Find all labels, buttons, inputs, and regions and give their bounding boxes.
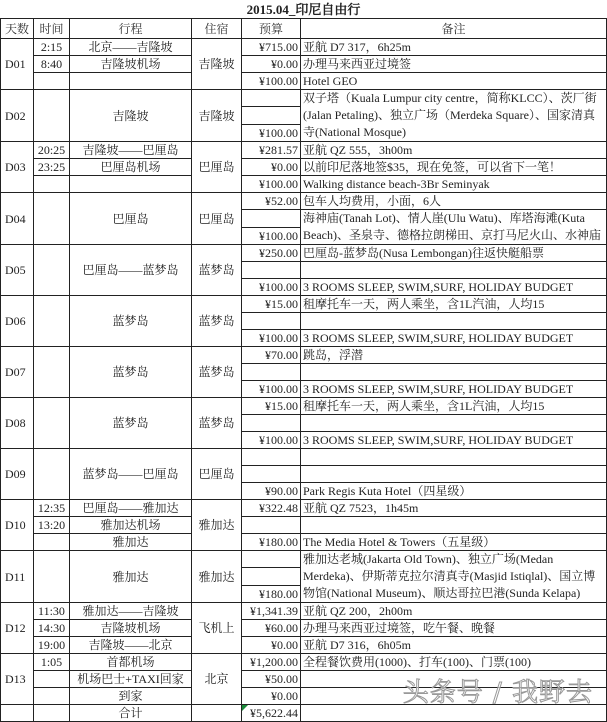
budget-cell[interactable]: ¥0.00 (242, 637, 301, 654)
day-cell[interactable]: D05 (1, 245, 34, 296)
budget-cell[interactable]: ¥15.00 (242, 398, 301, 415)
day-cell[interactable]: D06 (1, 296, 34, 347)
time-cell[interactable]: 2:15 (34, 39, 70, 56)
budget-cell[interactable]: ¥180.00 (242, 534, 301, 551)
time-cell[interactable] (34, 705, 70, 722)
budget-cell[interactable]: ¥50.00 (242, 671, 301, 688)
route-cell[interactable]: 蓝梦岛 (70, 398, 192, 449)
notes-cell[interactable] (301, 517, 607, 534)
lodging-cell[interactable]: 飞机上 (192, 603, 242, 654)
budget-cell[interactable] (242, 466, 301, 483)
route-cell[interactable]: 吉隆坡——巴厘岛 (70, 142, 192, 159)
budget-cell[interactable]: ¥180.00 (242, 585, 301, 602)
time-cell[interactable] (34, 398, 70, 449)
route-cell[interactable]: 雅加达 (70, 534, 192, 551)
header-day[interactable]: 天数 (1, 19, 34, 39)
lodging-cell[interactable]: 北京 (192, 654, 242, 705)
time-cell[interactable] (34, 551, 70, 603)
budget-cell[interactable] (242, 517, 301, 534)
lodging-cell[interactable]: 吉隆坡 (192, 90, 242, 142)
budget-cell[interactable]: ¥0.00 (242, 159, 301, 176)
budget-cell[interactable] (242, 551, 301, 568)
header-route[interactable]: 行程 (70, 19, 192, 39)
route-cell[interactable]: 巴厘岛机场 (70, 159, 192, 176)
route-cell[interactable]: 巴厘岛——蓝梦岛 (70, 245, 192, 296)
notes-cell[interactable]: 亚航 D7 317，6h25m (301, 39, 607, 56)
lodging-cell[interactable]: 巴厘岛 (192, 449, 242, 500)
budget-cell[interactable]: ¥100.00 (242, 432, 301, 449)
table-row (1, 90, 607, 107)
time-cell[interactable] (34, 296, 70, 347)
budget-cell[interactable]: ¥0.00 (242, 688, 301, 705)
budget-cell[interactable]: ¥100.00 (242, 227, 301, 245)
route-cell[interactable]: 吉隆坡机场 (70, 56, 192, 73)
notes-cell[interactable]: 3 ROOMS SLEEP, SWIM,SURF, HOLIDAY BUDGET (301, 330, 607, 347)
time-cell[interactable] (34, 73, 70, 90)
table-row (1, 176, 607, 193)
itinerary-table (0, 18, 607, 722)
time-cell[interactable] (34, 193, 70, 245)
notes-cell[interactable]: 租摩托车一天，两人乘坐，含1L汽油，人均15 (301, 296, 607, 313)
route-cell[interactable]: 吉隆坡 (70, 90, 192, 142)
budget-cell[interactable] (242, 568, 301, 585)
time-cell[interactable] (34, 534, 70, 551)
table-row (1, 142, 607, 159)
day-cell[interactable]: D01 (1, 39, 34, 90)
route-cell[interactable]: 北京——吉隆坡 (70, 39, 192, 56)
time-cell[interactable] (34, 688, 70, 705)
notes-cell[interactable]: 3 ROOMS SLEEP, SWIM,SURF, HOLIDAY BUDGET (301, 432, 607, 449)
budget-cell[interactable] (242, 313, 301, 330)
table-row (1, 517, 607, 534)
table-row (1, 603, 607, 620)
notes-cell[interactable] (301, 466, 607, 483)
day-cell[interactable]: D10 (1, 500, 34, 551)
table-row (1, 296, 607, 313)
day-cell[interactable]: D02 (1, 90, 34, 142)
notes-cell[interactable]: 海神庙(Tanah Lot)、情人崖(Ulu Watu)、库塔海滩(Kuta Beach)、圣泉寺、德格拉朗梯田、京打马尼火山、水神庙 (301, 210, 607, 245)
budget-cell[interactable] (242, 210, 301, 228)
total-label[interactable]: 合计 (70, 705, 192, 722)
notes-cell[interactable]: Hotel GEO (301, 73, 607, 90)
notes-cell[interactable]: 租摩托车一天，两人乘坐，含1L汽油，人均15 (301, 398, 607, 415)
budget-cell[interactable] (242, 415, 301, 432)
table-row (1, 73, 607, 90)
budget-cell[interactable] (242, 262, 301, 279)
time-cell[interactable]: 20:25 (34, 142, 70, 159)
header-notes[interactable]: 备注 (301, 19, 607, 39)
budget-cell[interactable]: ¥0.00 (242, 56, 301, 73)
notes-cell[interactable] (301, 449, 607, 466)
notes-cell[interactable]: Park Regis Kuta Hotel（四星级） (301, 483, 607, 500)
table-row (1, 398, 607, 415)
route-cell[interactable]: 吉隆坡机场 (70, 620, 192, 637)
budget-cell[interactable]: ¥100.00 (242, 381, 301, 398)
time-cell[interactable]: 11:30 (34, 603, 70, 620)
budget-cell[interactable] (242, 90, 301, 107)
lodging-cell[interactable]: 巴厘岛 (192, 142, 242, 193)
time-cell[interactable] (34, 347, 70, 398)
header-time[interactable]: 时间 (34, 19, 70, 39)
notes-cell[interactable]: 跳岛，浮潜 (301, 347, 607, 364)
route-cell[interactable]: 雅加达机场 (70, 517, 192, 534)
budget-cell[interactable]: ¥100.00 (242, 176, 301, 193)
budget-cell[interactable]: ¥1,200.00 (242, 654, 301, 671)
route-cell[interactable]: 首都机场 (70, 654, 192, 671)
day-cell[interactable]: D03 (1, 142, 34, 193)
route-cell[interactable]: 雅加达 (70, 551, 192, 603)
notes-cell[interactable]: Walking distance beach-3Br Seminyak (301, 176, 607, 193)
day-cell[interactable]: D04 (1, 193, 34, 245)
total-value[interactable] (242, 705, 301, 722)
time-cell[interactable] (34, 176, 70, 193)
sheet-title: 2015.04_印尼自由行 (246, 2, 361, 17)
table-row (1, 159, 607, 176)
notes-cell[interactable]: 全程餐饮费用(1000)、打车(100)、门票(100) (301, 654, 607, 671)
notes-cell[interactable]: 亚航 QZ 200，2h00m (301, 603, 607, 620)
budget-cell[interactable]: ¥100.00 (242, 124, 301, 141)
time-cell[interactable] (34, 671, 70, 688)
budget-cell[interactable]: ¥15.00 (242, 296, 301, 313)
table-row (1, 39, 607, 56)
route-cell[interactable] (70, 176, 192, 193)
time-cell[interactable]: 13:20 (34, 517, 70, 534)
budget-cell[interactable] (242, 364, 301, 381)
table-row (1, 193, 607, 210)
route-cell[interactable]: 雅加达——吉隆坡 (70, 603, 192, 620)
notes-cell[interactable]: 亚航 QZ 555，3h00m (301, 142, 607, 159)
budget-cell[interactable]: ¥100.00 (242, 73, 301, 90)
time-cell[interactable] (34, 90, 70, 142)
route-cell[interactable]: 吉隆坡——北京 (70, 637, 192, 654)
time-cell[interactable] (34, 449, 70, 500)
header-budget[interactable]: 预算 (242, 19, 301, 39)
notes-cell[interactable] (301, 364, 607, 381)
table-row (1, 347, 607, 364)
notes-cell[interactable]: 亚航 D7 316，6h05m (301, 637, 607, 654)
watermark: 头条号 / 我野去 (402, 678, 593, 708)
table-row (1, 654, 607, 671)
notes-cell[interactable]: 包车人均费用，小面，6人 (301, 193, 607, 210)
lodging-cell[interactable]: 蓝梦岛 (192, 296, 242, 347)
route-cell[interactable] (70, 73, 192, 90)
lodging-cell[interactable]: 蓝梦岛 (192, 347, 242, 398)
header-lodging[interactable]: 住宿 (192, 19, 242, 39)
time-cell[interactable]: 14:30 (34, 620, 70, 637)
lodging-cell[interactable]: 蓝梦岛 (192, 245, 242, 296)
day-cell[interactable]: D13 (1, 654, 34, 705)
day-cell[interactable] (1, 705, 34, 722)
total-value-text: ¥5,622.44 (250, 706, 298, 720)
budget-cell[interactable]: ¥250.00 (242, 245, 301, 262)
budget-cell[interactable]: ¥322.48 (242, 500, 301, 517)
lodging-cell[interactable]: 巴厘岛 (192, 193, 242, 245)
route-cell[interactable]: 蓝梦岛 (70, 296, 192, 347)
notes-cell[interactable]: 3 ROOMS SLEEP, SWIM,SURF, HOLIDAY BUDGET (301, 381, 607, 398)
budget-cell[interactable] (242, 107, 301, 124)
notes-cell[interactable]: 以前印尼落地签$35，现在免签，可以省下一笔！ (301, 159, 607, 176)
table-row (1, 56, 607, 73)
budget-cell[interactable]: ¥715.00 (242, 39, 301, 56)
table-row (1, 637, 607, 654)
notes-cell[interactable]: 巴厘岛-蓝梦岛(Nusa Lembongan)往返快艇船票 (301, 245, 607, 262)
notes-cell[interactable] (301, 262, 607, 279)
table-row (1, 245, 607, 262)
notes-cell[interactable]: The Media Hotel & Towers（五星级） (301, 534, 607, 551)
budget-cell[interactable]: ¥52.00 (242, 193, 301, 210)
lodging-cell[interactable]: 蓝梦岛 (192, 398, 242, 449)
table-row (1, 500, 607, 517)
route-cell[interactable]: 蓝梦岛——巴厘岛 (70, 449, 192, 500)
table-row (1, 620, 607, 637)
day-cell[interactable]: D09 (1, 449, 34, 500)
budget-cell[interactable] (242, 449, 301, 466)
day-cell[interactable]: D12 (1, 603, 34, 654)
time-cell[interactable]: 23:25 (34, 159, 70, 176)
notes-cell[interactable]: 3 ROOMS SLEEP, SWIM,SURF, HOLIDAY BUDGET (301, 279, 607, 296)
lodging-cell[interactable]: 雅加达 (192, 500, 242, 551)
time-cell[interactable]: 12:35 (34, 500, 70, 517)
budget-cell[interactable]: ¥90.00 (242, 483, 301, 500)
day-cell[interactable]: D11 (1, 551, 34, 603)
time-cell[interactable]: 19:00 (34, 637, 70, 654)
time-cell[interactable]: 1:05 (34, 654, 70, 671)
header-row (1, 19, 607, 39)
route-cell[interactable]: 巴厘岛——雅加达 (70, 500, 192, 517)
day-cell[interactable]: D07 (1, 347, 34, 398)
budget-cell[interactable]: ¥70.00 (242, 347, 301, 364)
table-row (1, 551, 607, 568)
notes-cell[interactable]: 雅加达老城(Jakarta Old Town)、独立广场(Medan Merdeka)、伊斯蒂克拉尔清真寺(Masjid Istiqlal)、国立博物馆(National Museum)、顺达哥拉巴港(Sunda Kelapa) (301, 551, 607, 603)
lodging-cell[interactable]: 吉隆坡 (192, 39, 242, 90)
time-cell[interactable] (34, 245, 70, 296)
notes-cell[interactable] (301, 313, 607, 330)
route-cell[interactable]: 到家 (70, 688, 192, 705)
notes-cell[interactable]: 办理马来西亚过境签 (301, 56, 607, 73)
time-cell[interactable]: 8:40 (34, 56, 70, 73)
notes-cell[interactable]: 办理马来西亚过境签，吃午餐、晚餐 (301, 620, 607, 637)
lodging-cell[interactable] (192, 705, 242, 722)
budget-cell[interactable]: ¥100.00 (242, 330, 301, 347)
comment-marker-icon (242, 705, 248, 711)
budget-cell[interactable]: ¥100.00 (242, 279, 301, 296)
budget-cell[interactable]: ¥281.57 (242, 142, 301, 159)
route-cell[interactable]: 机场巴士+TAXI回家 (70, 671, 192, 688)
notes-cell[interactable]: 双子塔（Kuala Lumpur city centre，简称KLCC）、茨厂街(Jalan Petaling)、独立广场（Merdeka Square）、国家清真寺(National Mosque) (301, 90, 607, 142)
budget-cell[interactable]: ¥60.00 (242, 620, 301, 637)
notes-cell[interactable] (301, 415, 607, 432)
lodging-cell[interactable]: 雅加达 (192, 551, 242, 603)
day-cell[interactable]: D08 (1, 398, 34, 449)
table-row (1, 449, 607, 466)
budget-cell[interactable]: ¥1,341.39 (242, 603, 301, 620)
route-cell[interactable]: 蓝梦岛 (70, 347, 192, 398)
notes-cell[interactable]: 亚航 QZ 7523，1h45m (301, 500, 607, 517)
table-row (1, 534, 607, 551)
route-cell[interactable]: 巴厘岛 (70, 193, 192, 245)
